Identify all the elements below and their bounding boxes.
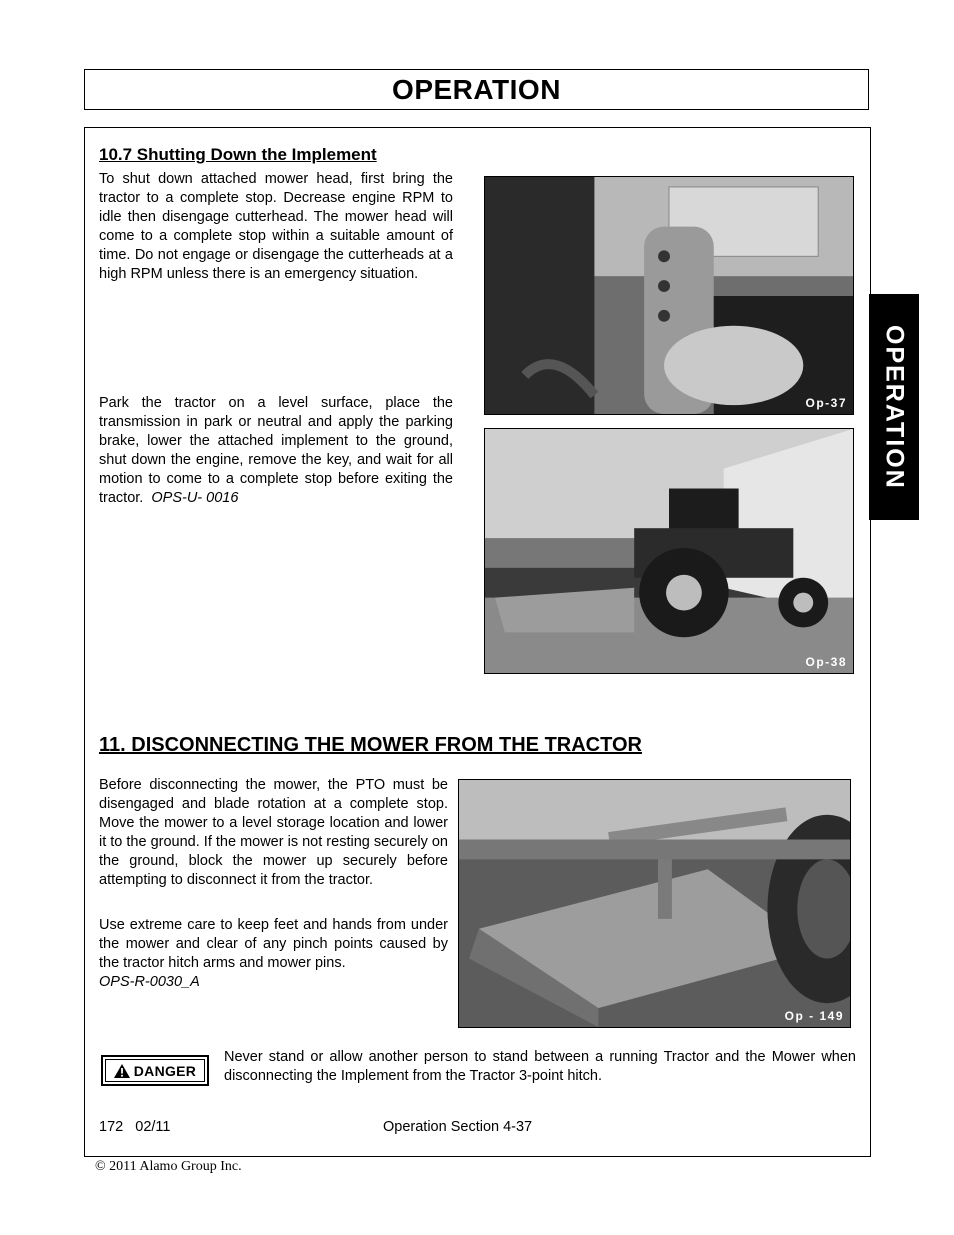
danger-badge-inner <box>105 1059 205 1082</box>
disconnect-paragraph-text: Before disconnecting the mower, the PTO must be disengaged and blade rotation at a complete stop. Move the mower to a level storage location and lower it to the ground. If the mower is not resting securely on the ground, block the mower up securely before attempting to disconnect it from the tractor. <box>99 777 448 888</box>
shutdown-paragraph-text: To shut down attached mower head, first bring the tractor to a complete stop. Decrease engine RPM to idle then disengage cutterhead. The mower head will come to a complete stop within a suitable amount of time. Do not engage or disengage the cutterheads at a high RPM unless there is an emergency situation. <box>99 171 453 282</box>
photo-cab-controls <box>484 176 854 415</box>
section-11-heading: 11. DISCONNECTING THE MOWER FROM THE TRACTOR <box>99 734 642 756</box>
care-paragraph-text: Use extreme care to keep feet and hands from under the mower and clear of any pinch points caused by the tractor hitch arms and mower pins. <box>99 917 448 971</box>
cab-controls-image <box>485 177 853 414</box>
danger-badge <box>101 1055 209 1086</box>
danger-label: DANGER <box>133 1062 197 1079</box>
side-section-tab <box>869 294 919 520</box>
section-10-7-heading: 10.7 Shutting Down the Implement <box>99 145 377 164</box>
header-title: OPERATION <box>392 73 561 105</box>
care-paragraph <box>99 916 448 992</box>
park-paragraph-code: OPS-U- 0016 <box>151 490 239 506</box>
mower-deck-image <box>459 780 850 1027</box>
photo-label-op149: Op - 149 <box>784 1009 844 1023</box>
photo-label-op38: Op-38 <box>805 655 847 669</box>
shutdown-paragraph <box>99 170 453 284</box>
photo-tractor-mower <box>484 428 854 674</box>
page-header <box>84 69 869 110</box>
photo-mower-deck <box>458 779 851 1028</box>
copyright-notice: © 2011 Alamo Group Inc. <box>95 1159 242 1174</box>
warning-triangle-icon <box>114 1064 130 1078</box>
disconnect-paragraph <box>99 776 448 890</box>
danger-text: Never stand or allow another person to stand between a running Tractor and the Mower when disconnecting the Implement from the Tractor 3-point hitch. <box>224 1049 856 1084</box>
care-paragraph-code: OPS-R-0030_A <box>99 974 200 990</box>
tractor-mower-image <box>485 429 853 673</box>
photo-label-op37: Op-37 <box>805 396 847 410</box>
footer-page-number: 172 02/11 <box>99 1119 171 1135</box>
footer-section: Operation Section 4-37 <box>383 1119 533 1135</box>
park-paragraph-text: Park the tractor on a level surface, place the transmission in park or neutral and apply the parking brake, lower the attached implement to the ground, shut down the engine, remove the key, and wait for all motion to come to a complete stop before exiting the tractor. <box>99 395 453 506</box>
park-paragraph <box>99 394 453 508</box>
side-tab-label: OPERATION <box>880 324 909 490</box>
